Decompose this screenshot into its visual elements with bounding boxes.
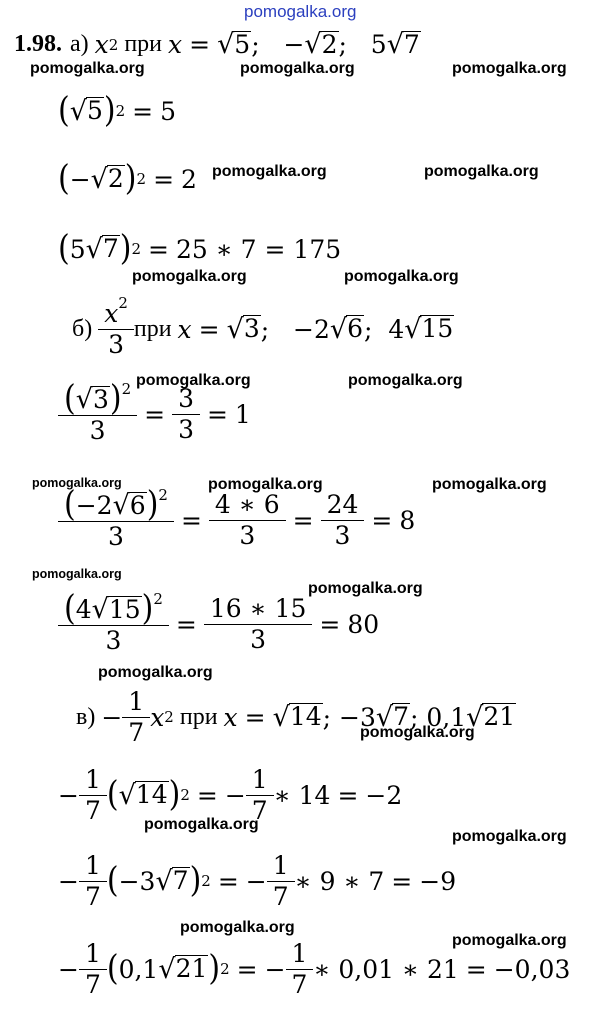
watermark: pomogalka.org (452, 60, 567, 77)
watermark: pomogalka.org (308, 580, 423, 597)
watermark: pomogalka.org (424, 163, 539, 180)
problem-number: 1.98. (14, 31, 62, 57)
watermark: pomogalka.org (208, 476, 323, 493)
problem-header-v: в) − $\frac{1}{7}$ x 2 при x = √ 14 ; −3 √ 7 ; 0,1 √ 21 (76, 687, 516, 747)
watermark: pomogalka.org (132, 268, 247, 285)
part-label-v: в) (76, 703, 96, 730)
equation-a-2: ( − √ 2 ) 2 = 2 (58, 158, 197, 199)
problem-header-a: 1.98. а) x 2 при x = √ 5 ; − √ 2 ; 5 √ 7 (14, 29, 420, 61)
watermark: pomogalka.org (30, 60, 145, 77)
watermark: pomogalka.org (432, 476, 547, 493)
equation-v-2: − $\frac{1}{7}$ ( −3 √ 7 ) 2 = − $\frac{1}{7}$ ∗ 9 ∗ 7 = −9 (58, 851, 457, 911)
watermark: pomogalka.org (360, 724, 475, 741)
equation-b-1: ( √ 3 )$^2$ 3 = $\frac{3}{3}$ = 1 (58, 384, 251, 445)
watermark: pomogalka.org (180, 919, 295, 936)
watermark: pomogalka.org (136, 372, 251, 389)
watermark: pomogalka.org (32, 476, 122, 490)
equation-b-2: (−2 √ 6 )$^2$ 3 = $\frac{4 ∗ 6}{3}$ = $\frac{24}{3}$ = 8 (58, 490, 415, 551)
watermark: pomogalka.org (452, 828, 567, 845)
watermark: pomogalka.org (240, 60, 355, 77)
watermark: pomogalka.org (144, 816, 259, 833)
part-label-a: а) (70, 31, 89, 57)
watermark: pomogalka.org (348, 372, 463, 389)
watermark: pomogalka.org (344, 268, 459, 285)
equation-v-3: − $\frac{1}{7}$ ( 0,1 √ 21 ) 2 = − $\frac{1}{7}$ ∗ 0,01 ∗ 21 = −0,03 (58, 939, 571, 999)
watermark: pomogalka.org (98, 664, 213, 681)
equation-a-1: ( √ 5 ) 2 = 5 (58, 90, 176, 131)
watermark: pomogalka.org (212, 163, 327, 180)
equation-b-3: (4 √ 15 )$^2$ 3 = $\frac{16 ∗ 15}{3}$ = 80 (58, 594, 379, 655)
equation-v-1: − $\frac{1}{7}$ ( √ 14 ) 2 = − $\frac{1}{7}$ ∗ 14 = −2 (58, 765, 403, 825)
problem-header-b: б) $\frac{x^2}{3}$ при x = √ 3 ; − 2 √ 6 ; 4 √ 15 (72, 294, 454, 359)
watermark: pomogalka.org (32, 567, 122, 581)
watermark: pomogalka.org (244, 2, 357, 21)
equation-a-3: ( 5 √ 7 ) 2 = 25 ∗ 7 = 175 (58, 228, 342, 269)
watermark: pomogalka.org (452, 932, 567, 949)
part-label-b: б) (72, 315, 93, 342)
